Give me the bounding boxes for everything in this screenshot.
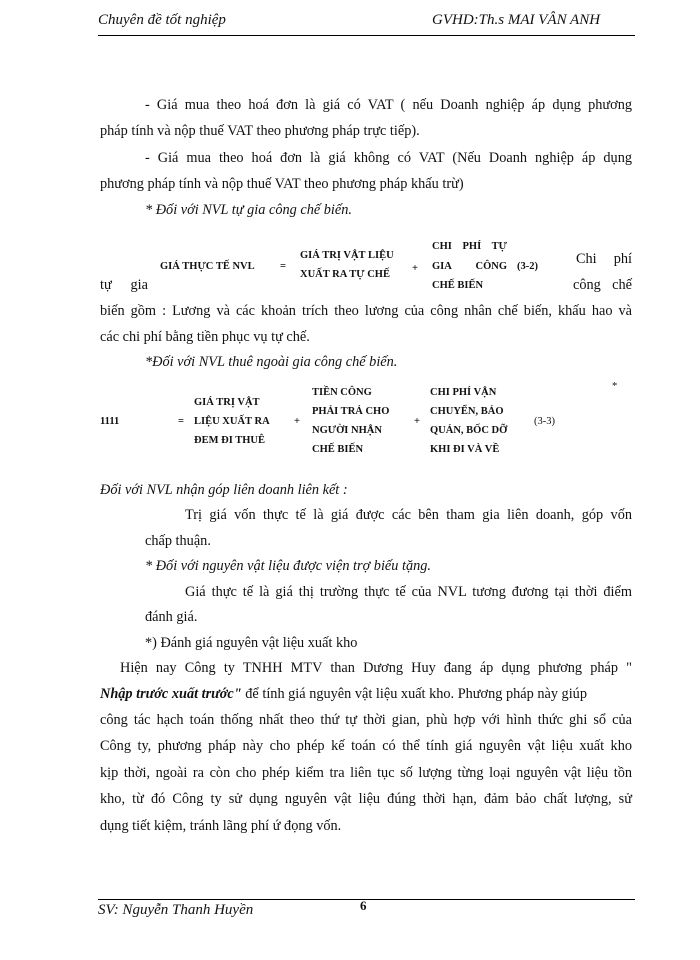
- formula-term: ĐEM ĐI THUÊ: [194, 435, 265, 446]
- text-line: kịp thời, ngoài ra còn cho phép kiểm tra liên tục số lượng từng loại nguyên vật liệu tồn: [100, 765, 632, 781]
- formula-term: PHẢI TRẢ CHO: [312, 406, 390, 417]
- section-heading: * Đối với nguyên vật liệu được viện trợ biếu tặng.: [145, 558, 431, 574]
- formula-eq: =: [178, 416, 184, 427]
- formula-term: CHI PHÍ TỰ: [432, 241, 507, 252]
- formula-plus: +: [414, 416, 420, 427]
- formula-term: GIÁ TRỊ VẬT: [194, 397, 260, 408]
- text-fragment: tự gia: [100, 277, 148, 293]
- text-line: Giá thực tế là giá thị trường thực tế của NVL tương đương tại thời điểm: [185, 584, 632, 600]
- page-number: 6: [360, 898, 367, 913]
- text-line: đánh giá.: [145, 609, 198, 625]
- formula-term: QUẢN, BỐC DỠ: [430, 425, 508, 436]
- formula-number: (3-2): [517, 261, 538, 272]
- text-line: *) Đánh giá nguyên vật liệu xuất kho: [145, 635, 358, 651]
- formula-lhs: 1111: [100, 416, 120, 427]
- text-line: - Giá mua theo hoá đơn là giá có VAT ( nếu Doanh nghiệp áp dụng phương: [145, 97, 632, 113]
- text-line: các chi phí bằng tiền phục vụ tự chế.: [100, 329, 310, 345]
- formula-term: CHẾ BIẾN: [432, 280, 484, 291]
- section-heading: * Đối với NVL tự gia công chế biến.: [145, 202, 352, 218]
- header-left: Chuyên đề tốt nghiệp: [98, 12, 226, 28]
- text-line: Công ty, phương pháp này cho phép kế toán có thể tính giá nguyên vật liệu xuất kho: [100, 738, 632, 754]
- text-line: kho, từ đó Công ty sử dụng nguyên vật liệu đúng thời hạn, đảm bảo chất lượng, sử: [100, 791, 632, 807]
- formula-term: TIỀN CÔNG: [312, 387, 372, 398]
- section-heading: *Đối với NVL thuê ngoài gia công chế biến.: [145, 354, 398, 370]
- formula-term: CHI PHÍ VẬN: [430, 387, 497, 398]
- formula-term: KHI ĐI VÀ VỀ: [430, 444, 500, 455]
- text-fragment: để tính giá nguyên vật liệu xuất kho. Phương pháp này giúp: [241, 686, 587, 702]
- text-line: [100, 685, 587, 703]
- method-name: Nhập trước xuất trước": [100, 686, 242, 702]
- text-line: Hiện nay Công ty TNHH MTV than Dương Huy đang áp dụng phương pháp ": [120, 660, 632, 676]
- formula-term: XUẤT RA TỰ CHẾ: [300, 269, 390, 280]
- text-line: chấp thuận.: [145, 533, 211, 549]
- formula-plus: +: [294, 416, 300, 427]
- text-line: công tác hạch toán thống nhất theo thứ tự thời gian, phù hợp với hình thức ghi sổ của: [100, 712, 632, 728]
- header-right: GVHD:Th.s MAI VÂN ANH: [432, 12, 601, 28]
- formula-plus: +: [412, 263, 418, 274]
- formula-number: (3-3): [534, 416, 555, 427]
- formula-term: GIÁ TRỊ VẬT LIỆU: [300, 250, 394, 261]
- header-rule: [98, 35, 635, 36]
- formula-term: LIỆU XUẤT RA: [194, 416, 270, 427]
- text-line: dụng tiết kiệm, tránh lãng phí ứ đọng vốn.: [100, 818, 342, 834]
- text-line: - Giá mua theo hoá đơn là giá không có VAT (Nếu Doanh nghiệp áp dụng: [145, 150, 632, 166]
- asterisk: *: [612, 381, 618, 392]
- formula-term: NGƯỜI NHẬN: [312, 425, 382, 436]
- formula-term: GIA CÔNG: [432, 261, 507, 272]
- text-line: Trị giá vốn thực tế là giá được các bên tham gia liên doanh, góp vốn: [185, 507, 632, 523]
- formula-term: CHUYỂN, BẢO: [430, 406, 504, 417]
- section-heading: Đối với NVL nhận góp liên doanh liên kết :: [100, 482, 348, 498]
- formula-eq: =: [280, 261, 286, 272]
- text-line: pháp tính và nộp thuế VAT theo phương pháp trực tiếp).: [100, 123, 420, 139]
- text-line: biến gồm : Lương và các khoản trích theo lương của công nhân chế biến, khấu hao và: [100, 303, 632, 319]
- formula-lhs: GIÁ THỰC TẾ NVL: [160, 261, 255, 272]
- footer-left: SV: Nguyễn Thanh Huyền: [98, 902, 254, 918]
- text-line: phương pháp tính và nộp thuế VAT theo phương pháp khấu trừ): [100, 176, 464, 192]
- formula-term: CHẾ BIẾN: [312, 444, 364, 455]
- text-fragment: công chế: [573, 277, 632, 293]
- text-fragment: Chi phí: [576, 251, 632, 267]
